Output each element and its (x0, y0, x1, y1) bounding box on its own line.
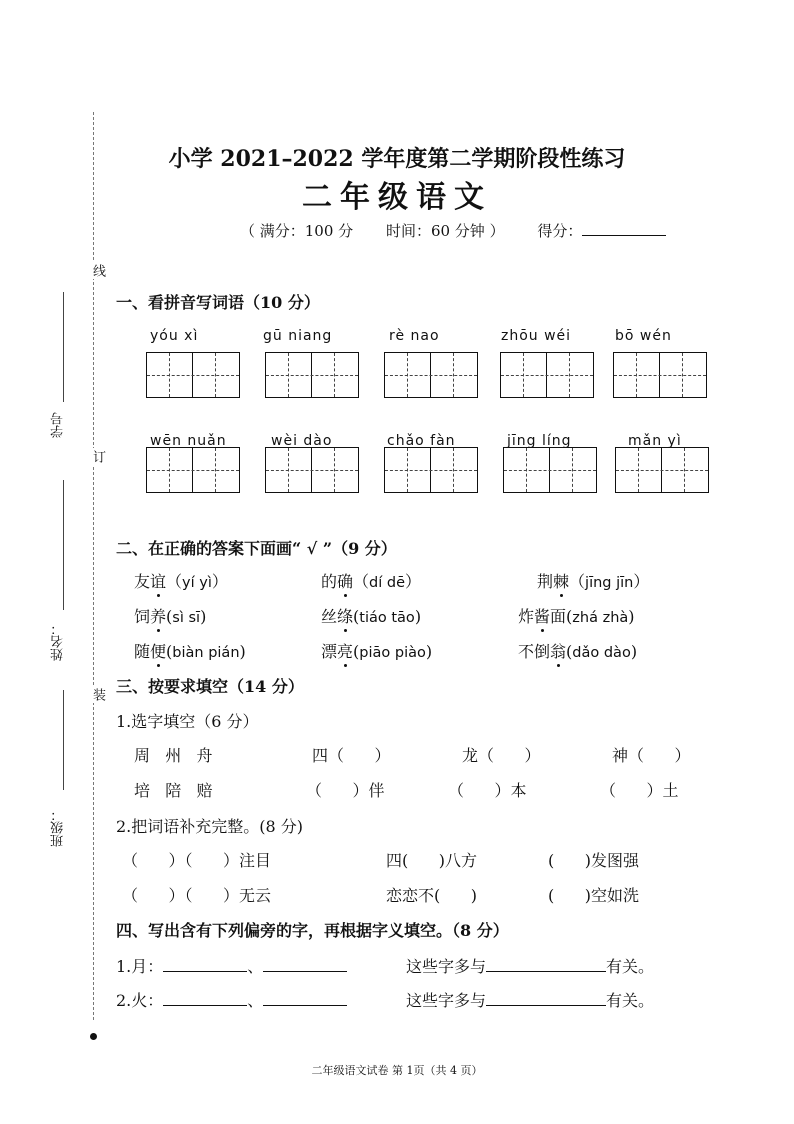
choice-item[interactable]: 漂亮(piāo piào) (321, 639, 432, 662)
radical-meaning-2: 这些字多与 有关。 (406, 991, 655, 1010)
score-blank[interactable] (582, 221, 666, 236)
answer-blank[interactable] (163, 957, 247, 972)
choice-item[interactable]: 炸酱面(zhá zhà) (518, 604, 635, 627)
choice-item[interactable]: 随便(biàn pián) (134, 639, 246, 662)
choice-item[interactable]: 友谊（yí yì） (134, 569, 228, 592)
subsection-3-1: 1.选字填空（6 分） (116, 712, 259, 731)
score-label: 得分： (537, 222, 583, 240)
subsection-3-2: 2.把词语补充完整。(8 分) (116, 817, 304, 836)
section-4-heading: 四、写出含有下列偏旁的字，再根据字义填空。（8 分） (116, 921, 509, 940)
writing-grid-box[interactable] (503, 447, 597, 493)
pinyin-label: wēn nuǎn (150, 433, 227, 449)
writing-grid-box[interactable] (265, 352, 359, 398)
name-line (63, 480, 64, 610)
exam-title: 小学 2021–2022 学年度第二学期阶段性练习 (168, 146, 626, 172)
choice-item[interactable]: 饲养(sì sī) (134, 604, 206, 627)
student-id-line (63, 292, 64, 402)
pinyin-label: bō wén (615, 328, 672, 344)
choice-item[interactable]: 不倒翁(dǎo dào) (518, 639, 637, 662)
char-options-2: 培 陪 赔 (134, 781, 213, 800)
page-footer: 二年级语文试卷 第 1页（共 4 页） (311, 1064, 483, 1077)
writing-grid-box[interactable] (146, 352, 240, 398)
pinyin-label: jīng líng (507, 433, 572, 449)
writing-grid-box[interactable] (384, 352, 478, 398)
binding-dashed-line (93, 112, 94, 1020)
class-label: 班级： (51, 808, 66, 847)
fill-blank[interactable]: 四（ ） (312, 746, 391, 765)
answer-blank[interactable] (486, 957, 606, 972)
writing-grid-box[interactable] (384, 447, 478, 493)
fill-blank[interactable]: （ ）伴 (306, 781, 385, 800)
answer-blank[interactable] (263, 991, 347, 1006)
fill-blank[interactable]: （ ）土 (600, 781, 679, 800)
time-limit: 时间：60 分钟 ） (385, 222, 505, 240)
writing-grid-box[interactable] (613, 352, 707, 398)
radical-line-1: 1.月： 、 (116, 954, 347, 977)
idiom-blank[interactable]: ( )发图强 (548, 851, 640, 870)
fill-blank[interactable]: 神（ ） (612, 746, 691, 765)
pinyin-label: wèi dào (271, 433, 333, 449)
binding-char-zhuang: 装 (90, 688, 105, 701)
binding-char-ding: 订 (90, 450, 105, 463)
fill-blank[interactable]: 龙（ ） (462, 746, 541, 765)
writing-grid-box[interactable] (615, 447, 709, 493)
answer-blank[interactable] (486, 991, 606, 1006)
idiom-blank[interactable]: 四( )八方 (386, 851, 478, 870)
choice-item[interactable]: 丝绦(tiáo tāo) (321, 604, 421, 627)
writing-grid-box[interactable] (500, 352, 594, 398)
bullet-dot (90, 1033, 97, 1040)
name-label: 姓名： (51, 622, 66, 661)
section-1-heading: 一、看拼音写词语（10 分） (116, 293, 320, 312)
pinyin-label: zhōu wéi (501, 328, 572, 344)
writing-grid-box[interactable] (265, 447, 359, 493)
radical-line-2: 2.火： 、 (116, 988, 347, 1011)
section-3-heading: 三、按要求填空（14 分） (116, 677, 304, 696)
binding-char-xian: 线 (90, 264, 105, 277)
exam-subject: 二年级语文 (302, 180, 492, 215)
idiom-blank[interactable]: （ ）（ ）无云 (122, 886, 272, 905)
writing-grid-box[interactable] (146, 447, 240, 493)
pinyin-label: chǎo fàn (387, 433, 456, 449)
student-id-label: 学号 (51, 412, 66, 438)
exam-info (240, 220, 694, 241)
char-options-1: 周 州 舟 (134, 746, 213, 765)
idiom-blank[interactable]: （ ）（ ）注目 (122, 851, 272, 870)
class-line (63, 690, 64, 790)
section-2-heading: 二、在正确的答案下面画“ √ ”（9 分） (116, 539, 397, 558)
idiom-blank[interactable]: ( )空如洗 (548, 886, 640, 905)
pinyin-label: gū niang (263, 328, 333, 344)
answer-blank[interactable] (263, 957, 347, 972)
answer-blank[interactable] (163, 991, 247, 1006)
pinyin-label: mǎn yì (628, 433, 682, 449)
pinyin-label: rè nao (389, 328, 440, 344)
fill-blank[interactable]: （ ）本 (448, 781, 527, 800)
full-marks: （ 满分：100 分 (240, 222, 354, 240)
pinyin-label: yóu xì (150, 328, 199, 344)
idiom-blank[interactable]: 恋恋不( ) (386, 886, 478, 905)
choice-item[interactable]: 荆棘（jīng jīn） (537, 569, 649, 592)
choice-item[interactable]: 的确（dí dē） (321, 569, 421, 592)
radical-meaning-1: 这些字多与 有关。 (406, 957, 655, 976)
